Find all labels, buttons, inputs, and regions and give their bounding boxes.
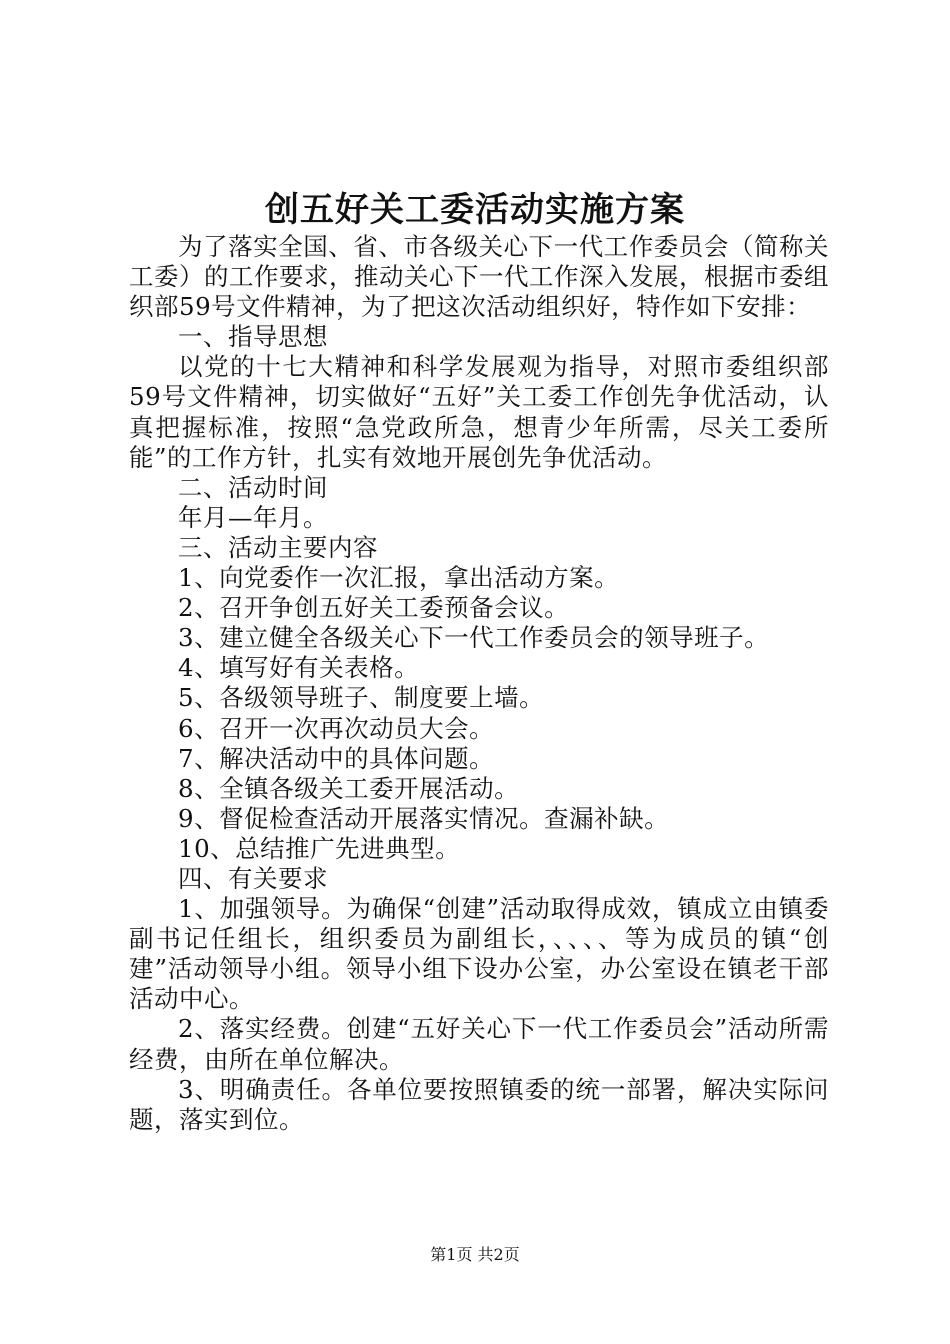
guiding-thought-paragraph: 以党的十七大精神和科学发展观为指导，对照市委组织部59号文件精神，切实做好“五好”关工委工作创先争优活动，认真把握标准，按照“急党政所急，想青少年所需，尽关工委所能”的工作方针，扎实有效地开展创先争优活动。 — [129, 352, 829, 472]
document-title: 创五好关工委活动实施方案 — [265, 190, 685, 230]
requirement-paragraph: 2、落实经费。创建“五好关心下一代工作委员会”活动所需经费，由所在单位解决。 — [129, 1014, 829, 1074]
activity-time-paragraph: 年月—年月。 — [178, 502, 328, 532]
requirement-paragraph: 3、明确责任。各单位要按照镇委的统一部署，解决实际问题，落实到位。 — [129, 1074, 829, 1134]
list-item: 6、召开一次再次动员大会。 — [178, 713, 495, 743]
intro-paragraph: 为了落实全国、省、市各级关心下一代工作委员会（简称关工委）的工作要求，推动关心下一代工作深入发展，根据市委组织部59号文件精神，为了把这次活动组织好，特作如下安排： — [129, 232, 829, 322]
list-item: 3、建立健全各级关心下一代工作委员会的领导班子。 — [178, 623, 770, 653]
list-item: 4、填写好有关表格。 — [178, 653, 420, 683]
section-heading-guiding-thought: 一、指导思想 — [178, 322, 328, 352]
list-item: 2、召开争创五好关工委预备会议。 — [178, 593, 570, 623]
section-heading-activity-time: 二、活动时间 — [178, 472, 328, 502]
page-footer: 第1页 共2页 — [430, 1245, 520, 1264]
list-item: 5、各级领导班子、制度要上墙。 — [178, 683, 545, 713]
list-item: 1、向党委作一次汇报，拿出活动方案。 — [178, 563, 620, 593]
list-item: 8、全镇各级关工委开展活动。 — [178, 773, 520, 803]
section-heading-main-content: 三、活动主要内容 — [178, 532, 378, 562]
list-item: 7、解决活动中的具体问题。 — [178, 743, 495, 773]
section-heading-requirements: 四、有关要求 — [178, 863, 328, 893]
requirement-paragraph: 1、加强领导。为确保“创建”活动取得成效，镇成立由镇委副书记任组长，组织委员为副组长，、、、、等为成员的镇“创建”活动领导小组。领导小组下设办公室，办公室设在镇老干部活动中心。 — [129, 894, 829, 1014]
list-item: 10、总结推广先进典型。 — [178, 833, 461, 863]
list-item: 9、督促检查活动开展落实情况。查漏补缺。 — [178, 803, 670, 833]
document-body — [129, 232, 829, 1135]
